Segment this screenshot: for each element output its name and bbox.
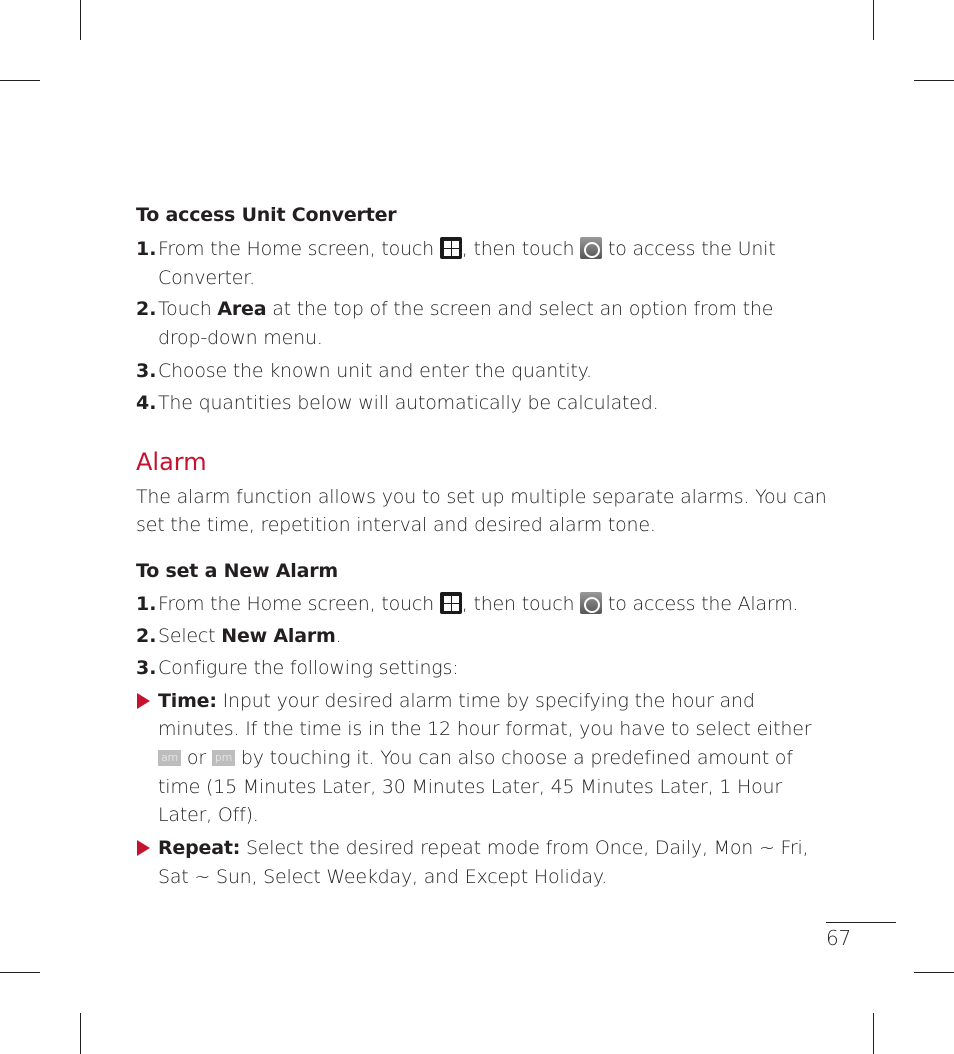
- step-text: , then touch: [461, 593, 581, 615]
- time-text: or: [181, 747, 212, 769]
- step-text: at the top of the screen and select an option from the: [266, 298, 774, 320]
- step-text: to access the Alarm.: [602, 593, 799, 615]
- repeat-label: Repeat:: [158, 837, 241, 859]
- time-text: by touching it. You can also choose a predefined amount of: [235, 747, 793, 769]
- step-text: , then touch: [461, 238, 581, 260]
- alarm-step-1: [158, 592, 798, 616]
- step-number: 1.: [136, 238, 157, 260]
- crop-mark: [0, 80, 40, 81]
- alarm-intro: set the time, repetition interval and desired alarm tone.: [136, 514, 656, 536]
- step-number: 3.: [136, 360, 157, 382]
- step-text: drop-down menu.: [158, 327, 323, 349]
- step-number: 2.: [136, 625, 157, 647]
- step-text: Touch: [158, 298, 218, 320]
- repeat-setting: [158, 836, 808, 860]
- bullet-arrow-icon: [137, 840, 150, 856]
- crop-mark: [80, 1013, 81, 1054]
- new-alarm-label: New Alarm: [221, 625, 336, 647]
- page-number-rule: [826, 922, 896, 923]
- repeat-text: Select the desired repeat mode from Once, Daily, Mon ~ Fri,: [240, 837, 809, 859]
- step-text: From the Home screen, touch: [158, 593, 440, 615]
- converter-heading: To access Unit Converter: [136, 204, 397, 226]
- crop-mark: [873, 0, 874, 40]
- apps-grid-icon: [440, 592, 462, 614]
- time-text: Later, Off).: [158, 804, 259, 826]
- time-text: minutes. If the time is in the 12 hour format, you have to select either: [158, 718, 812, 740]
- new-alarm-heading: To set a New Alarm: [136, 560, 338, 582]
- alarm-intro: The alarm function allows you to set up multiple separate alarms. You can: [136, 486, 827, 508]
- am-chip: am: [158, 750, 181, 766]
- alarm-clock-icon: [580, 592, 602, 614]
- converter-step-4: The quantities below will automatically be calculated.: [158, 392, 659, 414]
- page-number: 67: [826, 926, 852, 950]
- step-text: .: [335, 625, 342, 647]
- time-text: Input your desired alarm time by specifying the hour and: [216, 690, 755, 712]
- step-number: 1.: [136, 593, 157, 615]
- converter-step-3: Choose the known unit and enter the quantity.: [158, 360, 592, 382]
- apps-grid-icon: [440, 237, 462, 259]
- step-text: From the Home screen, touch: [158, 238, 440, 260]
- alarm-step-2: [158, 624, 341, 648]
- crop-mark: [914, 972, 954, 973]
- step-number: 2.: [136, 298, 157, 320]
- time-setting: [158, 689, 755, 713]
- step-number: 4.: [136, 392, 157, 414]
- step-text: Select: [158, 625, 222, 647]
- unit-converter-icon: [580, 237, 602, 259]
- section-title-alarm: Alarm: [136, 448, 207, 476]
- converter-step-2: [158, 297, 773, 321]
- time-label: Time:: [158, 690, 217, 712]
- crop-mark: [80, 0, 81, 40]
- bullet-arrow-icon: [137, 693, 150, 709]
- crop-mark: [914, 80, 954, 81]
- area-label: Area: [217, 298, 267, 320]
- step-text: Converter.: [158, 267, 255, 289]
- step-text: to access the Unit: [602, 238, 776, 260]
- time-text-am-pm: [158, 746, 793, 770]
- crop-mark: [0, 972, 40, 973]
- pm-chip: pm: [212, 750, 235, 766]
- converter-step-1: [158, 237, 776, 261]
- alarm-step-3: Configure the following settings:: [158, 657, 459, 679]
- repeat-text: Sat ~ Sun, Select Weekday, and Except Holiday.: [158, 866, 608, 888]
- time-text: time (15 Minutes Later, 30 Minutes Later, 45 Minutes Later, 1 Hour: [158, 776, 782, 798]
- crop-mark: [873, 1013, 874, 1054]
- step-number: 3.: [136, 657, 157, 679]
